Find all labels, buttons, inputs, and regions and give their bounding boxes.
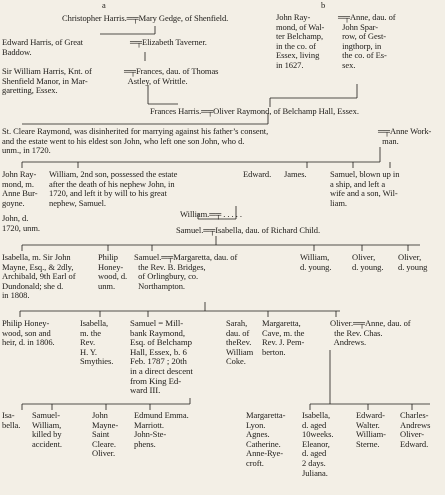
margaretta-lyon-entry: Margaretta- Lyon. Agnes. Catherine. Anne-Rye- croft. bbox=[246, 410, 286, 468]
william-harris-entry: Sir William Harris, Knt. of Shenfield Manor, in Mar- garetting, Essex. bbox=[2, 66, 92, 96]
samuel-margaretta-entry: Samuel.═╤Margaretta, dau. of the Rev. B. Bridges, of Orlingbury, co. Northampton. bbox=[134, 252, 238, 291]
william-dots-entry: William.═╤ . . . . . bbox=[180, 209, 242, 219]
philip-honeywood-heir-entry: Philip Honey- wood, son and heir, d. in 1806. bbox=[2, 318, 55, 348]
edward-entry: Edward. bbox=[243, 169, 272, 179]
edward-walter-entry: Edward- Walter. William- Sterne. bbox=[356, 410, 386, 449]
anne-workman-entry: ═╤Anne Work- man. bbox=[378, 126, 432, 146]
frances-astley-entry: ═╤Frances, dau. of Thomas Astley, of Writtle. bbox=[124, 66, 219, 86]
column-letter-b: b bbox=[321, 0, 326, 10]
column-letter-a: a bbox=[102, 0, 106, 10]
james-entry: James. bbox=[284, 169, 307, 179]
charles-andrews-entry: Charles- Andrews Oliver- Edward. bbox=[400, 410, 431, 449]
philip-honeywood-entry: Philip Honey- wood, d. unm. bbox=[98, 252, 128, 291]
frances-oliver-entry: Frances Harris.═╤Oliver Raymond, of Belchamp Hall, Essex. bbox=[150, 106, 359, 116]
st-cleare-raymond-entry: St. Cleare Raymond, was disinherited for marrying against his father’s consent, and the estate went to his eldest son John, who left one son John, who d. unm., in 1720. bbox=[2, 126, 269, 156]
edward-harris-entry: Edward Harris, of Great Baddow. bbox=[2, 37, 83, 57]
john-raymond-entry: John Ray- mond, of Wal- ter Belchamp, in the co. of Essex, living in 1627. bbox=[276, 12, 325, 70]
isabella-weeks-entry: Isabella, d. aged 10weeks. Eleanor, d. aged 2 days. Juliana. bbox=[302, 410, 334, 478]
oliver-young-entry-1: Oliver, d. young. bbox=[352, 252, 384, 272]
isabella-child-entry: Isa- bella. bbox=[2, 410, 21, 430]
isabella-mayne-entry: Isabella, m. Sir John Mayne, Esq., & 2dly, Archibald, 9th Earl of Dundonald; she d. in 1808. bbox=[2, 252, 76, 301]
william-young-entry: William, d. young. bbox=[300, 252, 332, 272]
john-mayne-entry: John Mayne- Saint Cleare. Oliver. bbox=[92, 410, 119, 459]
samuel-blown-up-entry: Samuel, blown up in a ship, and left a wife and a son, Wil- liam. bbox=[330, 169, 400, 208]
edmund-emma-entry: Edmund Emma. Marriott. John-Ste- phens. bbox=[134, 410, 189, 449]
samuel-william-entry: Samuel- William, killed by accident. bbox=[32, 410, 62, 449]
christopher-harris-entry: Christopher Harris.═╤Mary Gedge, of Shenfield. bbox=[62, 13, 229, 23]
samuel-millbank-raymond-entry: Samuel = Mill- bank Raymond, Esq. of Belchamp Hall, Essex, b. 6 Feb. 1787 ; 20th in a direct descent from King Ed- ward III. bbox=[130, 318, 193, 396]
john-raymond-burgoyne-entry: John Ray- mond, m. Anne Bur- goyne. bbox=[2, 169, 38, 208]
sarah-coke-entry: Sarah, dau. of theRev. William Coke. bbox=[226, 318, 254, 367]
oliver-anne-andrews-entry: Oliver.═╤Anne, dau. of the Rev. Chas. Andrews. bbox=[330, 318, 411, 348]
oliver-young-entry-2: Oliver, d. young bbox=[398, 252, 428, 272]
john-1720-entry: John, d. 1720, unm. bbox=[2, 213, 40, 233]
margaretta-cave-entry: Margaretta, Cave, m. the Rev. J. Pem- berton. bbox=[262, 318, 305, 357]
william-second-son-entry: William, 2nd son, possessed the estate after the death of his nephew John, in 1720, and left it by will to his great nephew, Samuel. bbox=[49, 169, 178, 208]
anne-sparrow-entry: ═╤Anne, dau. of John Spar- row, of Gest- ingthorp, in the co. of Es- sex. bbox=[338, 12, 396, 70]
isabella-smythies-entry: Isabella, m. the Rev. H. Y. Smythies. bbox=[80, 318, 114, 367]
elizabeth-taverner-entry: ═╤Elizabeth Taverner. bbox=[130, 37, 207, 47]
samuel-isabella-child-entry: Samuel.═╤Isabella, dau. of Richard Child. bbox=[176, 225, 321, 235]
